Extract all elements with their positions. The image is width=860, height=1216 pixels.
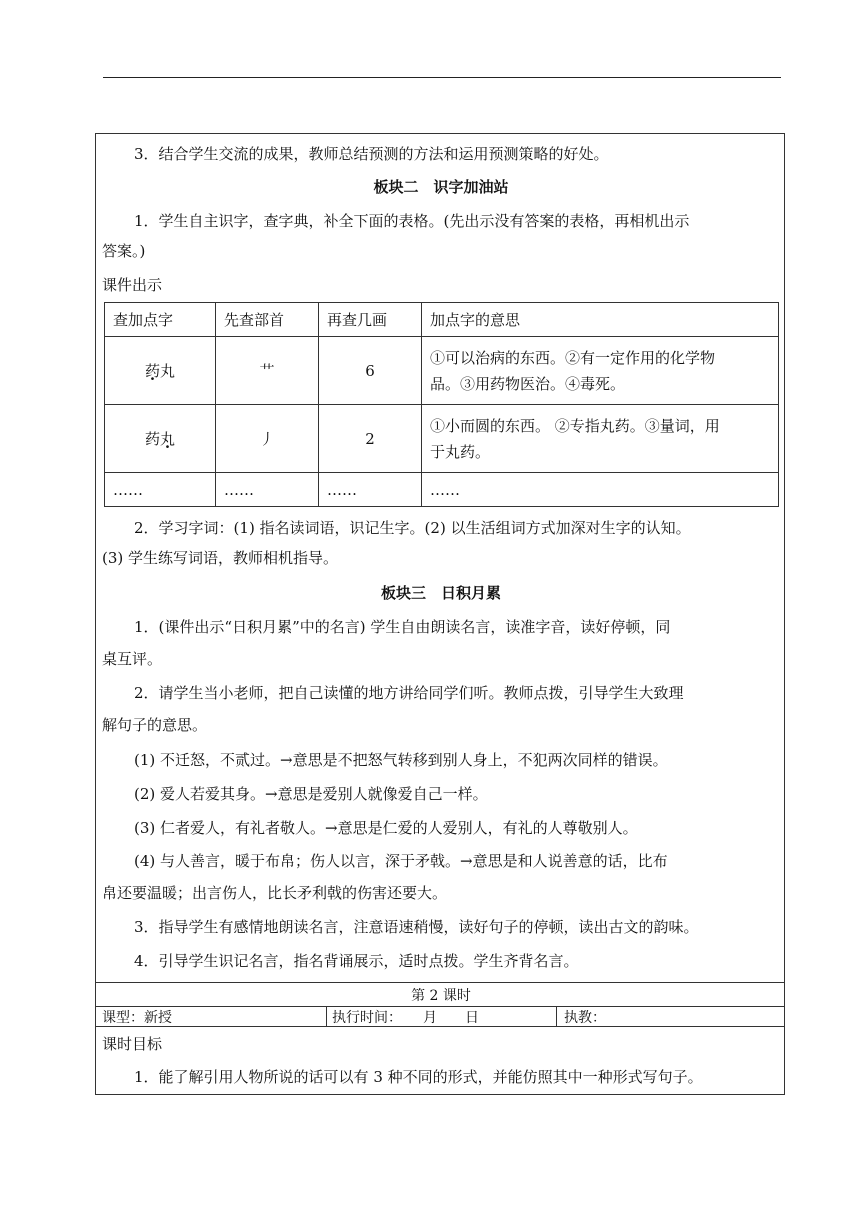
lesson-plan-frame <box>95 133 785 1095</box>
divider-vertical <box>326 1006 327 1026</box>
char: 丸 <box>160 361 176 380</box>
paragraph-quotes-4: 4．引导学生识记名言，指名背诵展示，适时点拨。学生齐背名言。 <box>134 952 579 970</box>
paragraph-quotes-1b: 桌互评。 <box>102 650 163 668</box>
table-header-row <box>105 303 779 337</box>
table-header: 再查几画 <box>319 303 422 337</box>
table-header: 查加点字 <box>105 303 216 337</box>
table-header: 先查部首 <box>216 303 319 337</box>
table-cell-char <box>105 405 216 473</box>
table-cell-char <box>105 337 216 405</box>
quote-item-2: (2) 爱人若爱其身。→意思是爱别人就像爱自己一样。 <box>134 785 488 803</box>
meaning-line: ①可以治病的东西。②有一定作用的化学物 <box>430 348 716 367</box>
courseware-label: 课件出示 <box>102 276 163 294</box>
paragraph-quotes-2b: 解句子的意思。 <box>102 716 208 734</box>
table-row <box>105 337 779 405</box>
quote-item-4a: (4) 与人善言，暖于布帛；伤人以言，深于矛戟。→意思是和人说善意的话，比布 <box>134 852 668 870</box>
table-row-ellipsis <box>105 473 779 507</box>
char: 药 <box>144 429 160 448</box>
quote-item-4b: 帛还要温暖；出言伤人，比长矛利戟的伤害还要大。 <box>102 884 448 902</box>
divider <box>96 1006 784 1007</box>
objective-item-1: 1．能了解引用人物所说的话可以有 3 种不同的形式，并能仿照其中一种形式写句子。 <box>134 1068 703 1086</box>
course-type: 课型：新授 <box>102 1010 172 1026</box>
dotted-char: 药 <box>144 361 160 380</box>
meaning-line: ①小而圆的东西。 ②专指丸药。③量词，用 <box>430 416 720 435</box>
divider <box>96 982 784 983</box>
table-row <box>105 405 779 473</box>
table-cell-meaning <box>422 337 779 405</box>
paragraph-quotes-3: 3．指导学生有感情地朗读名言，注意语速稍慢，读好句子的停顿，读出古文的韵味。 <box>134 918 699 936</box>
divider <box>96 1026 784 1027</box>
table-cell-strokes: 6 <box>319 337 422 405</box>
divider-vertical <box>556 1006 557 1026</box>
paragraph-words-2a: 2．学习字词：(1) 指名读词语，识记生字。(2) 以生活组词方式加深对生字的认知。 <box>134 519 691 537</box>
objective-title: 课时目标 <box>102 1035 163 1053</box>
paragraph-words-2b: (3) 学生练写词语，教师相机指导。 <box>102 549 339 567</box>
quote-item-3: (3) 仁者爱人，有礼者敬人。→意思是仁爱的人爱别人，有礼的人尊敬别人。 <box>134 819 638 837</box>
paragraph-literacy-1a: 1．学生自主识字，查字典，补全下面的表格。(先出示没有答案的表格，再相机出示 <box>134 212 690 230</box>
section-heading-3: 板块三 日积月累 <box>380 584 501 602</box>
paragraph-step-3: 3．结合学生交流的成果，教师总结预测的方法和运用预测策略的好处。 <box>134 145 609 163</box>
dotted-char: 丸 <box>160 429 176 448</box>
meaning-line: 品。③用药物医治。④毒死。 <box>430 374 626 393</box>
paragraph-quotes-2a: 2．请学生当小老师，把自己读懂的地方讲给同学们听。教师点拨，引导学生大致理 <box>134 684 684 702</box>
section-heading-2: 板块二 识字加油站 <box>373 178 509 196</box>
paragraph-literacy-1b: 答案。) <box>102 242 146 260</box>
table-header: 加点字的意思 <box>422 303 779 337</box>
ellipsis-cell: …… <box>105 473 216 507</box>
lesson-number: 第 2 课时 <box>411 988 471 1004</box>
table-cell-radical: 丿 <box>216 405 319 473</box>
teacher-field: 执教： <box>564 1010 606 1026</box>
table-cell-meaning <box>422 405 779 473</box>
header-rule <box>103 77 781 78</box>
meaning-line: 于丸药。 <box>430 442 491 461</box>
ellipsis-cell: …… <box>422 473 779 507</box>
table-cell-radical: 艹 <box>216 337 319 405</box>
ellipsis-cell: …… <box>319 473 422 507</box>
table-cell-strokes: 2 <box>319 405 422 473</box>
paragraph-quotes-1a: 1．(课件出示“日积月累”中的名言) 学生自由朗读名言，读准字音，读好停顿，同 <box>134 618 671 636</box>
ellipsis-cell: …… <box>216 473 319 507</box>
execution-time: 执行时间： 月 日 <box>332 1010 479 1026</box>
quote-item-1: (1) 不迁怒，不贰过。→意思是不把怒气转移到别人身上，不犯两次同样的错误。 <box>134 751 668 769</box>
character-table <box>104 302 779 507</box>
